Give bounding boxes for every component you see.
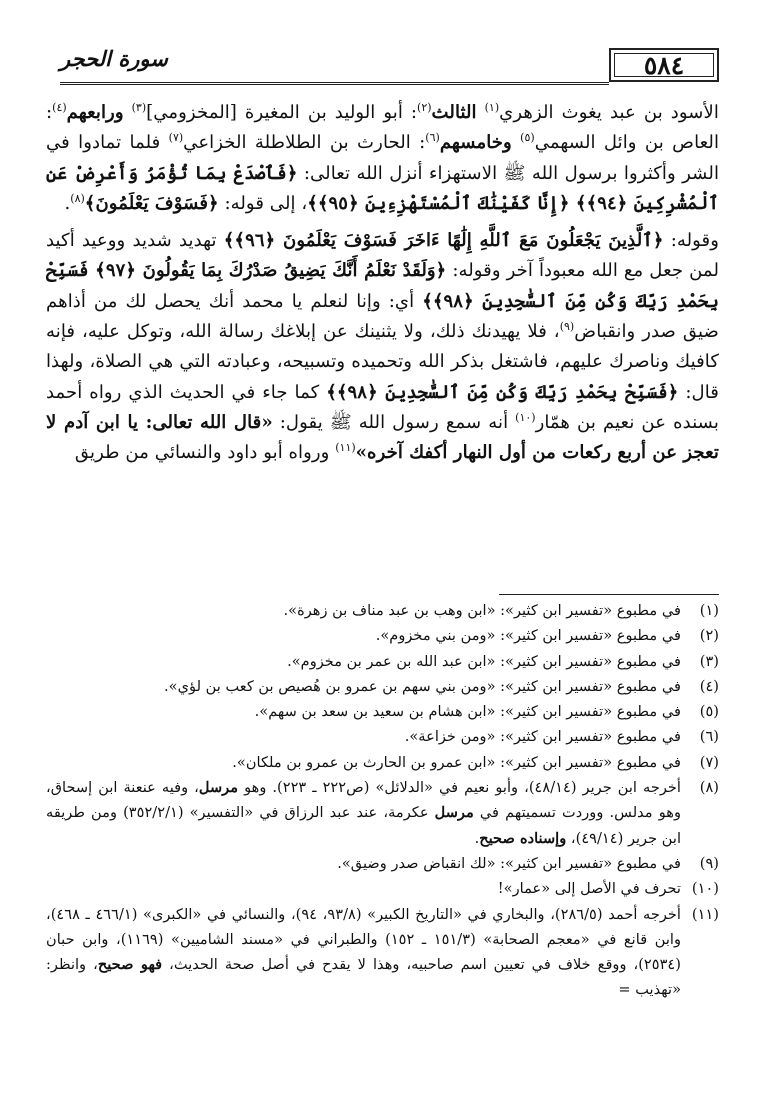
footnote-bold-text: وإسناده صحيح — [479, 829, 567, 847]
footnote-ref[interactable]: (٤) — [52, 100, 67, 114]
quran-verse: ﴿فَسَبِّحْ بِحَمْدِ رَبِّكَ وَكُن مِّنَ ٱلسَّٰجِدِينَ ﴿٩٨﴾﴾ — [326, 381, 679, 403]
footnote-ref[interactable]: (١١) — [335, 441, 356, 455]
footnote-text-span: في مطبوع «تفسير ابن كثير»: «ابن هشام بن سعيد بن سعد بن سهم». — [254, 703, 681, 721]
footnotes-list — [46, 598, 719, 1003]
footnote-text-span: ، وفيه عنعنة ابن إسحاق، وهو مدلس. ووردت تسميتهم في — [46, 779, 681, 822]
footnote-text-span: في مطبوع «تفسير ابن كثير»: «ومن بني مخزوم». — [375, 627, 681, 645]
bold-term: الثالث — [431, 102, 477, 123]
footnote-text — [46, 906, 681, 999]
footnote-separator — [499, 594, 719, 595]
footnote-bold-text: مرسل — [198, 779, 239, 797]
footnote-text-span: ، وانظر: «تهذيب = — [46, 956, 681, 999]
footnote-ref[interactable]: (٥) — [520, 131, 535, 145]
footnote-number: (٨) — [699, 779, 719, 797]
footnote-text-span: عكرمة، عند عبد الرزاق في «التفسير» (٣٥٢/٢/١) ومن طريقه ابن جرير (٤٩/١٤)، — [46, 804, 681, 847]
hadith-quote: «قال الله تعالى: يا ابن آدم لا تعجز عن أربع ركعات من أول النهار أكفك آخره» — [46, 411, 719, 464]
footnote-item — [46, 699, 719, 724]
text-span: : أبو الوليد بن المغيرة [المخزومي] — [146, 102, 418, 123]
footnote-number: (٦) — [699, 728, 719, 746]
text-span — [512, 132, 520, 153]
footnote-text — [337, 855, 681, 872]
footnote-text-span: في مطبوع «تفسير ابن كثير»: «ابن عمرو بن الحارث بن عمرو بن ملكان». — [232, 753, 681, 771]
footnote-text-span: في مطبوع «تفسير ابن كثير»: «ابن وهب بن عبد مناف بن زهرة». — [283, 602, 681, 619]
footnote-item — [46, 775, 719, 851]
footnote-text — [498, 880, 681, 897]
footnote-text-span: أخرجه أحمد (٢٨٦/٥)، والبخاري في «التاريخ الكبير» (٩٣/٨، ٩٤)، والنسائي في «الكبرى» (٤٦٦/١ ـ ٤٦٨)، وابن قانع في «معجم الصحابة» (١٥١/٣ ـ ١٥٢) والطبراني في «مسند الشاميين» (١١٦٩)، وابن حبان (٢٥٣٤)، ووقع خلاف في تعيين اسم صاحبيه، وهذا لا يقدح في أصل صحة الحديث، — [46, 905, 682, 974]
footnote-ref[interactable]: (٢) — [417, 100, 432, 114]
footnote-number: (١١) — [691, 905, 719, 923]
footnote-text-span: في مطبوع «تفسير ابن كثير»: «لك انقباض صدر وضيق». — [337, 854, 681, 872]
footnote-text — [164, 678, 681, 695]
footnote-text — [255, 703, 681, 720]
footnote-item — [46, 876, 719, 901]
page-number: ٥٨٤ — [643, 51, 685, 80]
footnote-ref[interactable]: (٦) — [425, 131, 440, 145]
footnote-item — [46, 623, 719, 648]
footnote-text — [287, 653, 681, 670]
text-span: فلما تمادوا في الشر وأكثروا برسول الله ﷺ الاستهزاء أنزل الله تعالى: — [46, 132, 719, 184]
footnote-item — [46, 902, 719, 1003]
page-number-frame — [609, 48, 719, 82]
paragraph-2 — [46, 226, 719, 468]
footnote-item — [46, 750, 719, 775]
text-span: أي: وإنا لنعلم يا محمد أنك يحصل لك من أذاهم ضيق صدر وانقباض — [46, 290, 719, 343]
footnote-text-span: في مطبوع «تفسير ابن كثير»: «ومن بني سهم بن عمرو بن هُصيص بن كعب بن لؤي». — [164, 677, 681, 695]
quran-verse: ﴿وَلَقَدْ نَعْلَمُ أَنَّكَ يَضِيقُ صَدْرُكَ بِمَا يَقُولُونَ ﴿٩٧﴾ فَسَبِّحْ بِحَمْدِ رَبِّكَ وَكُن مِّنَ ٱلسَّٰجِدِينَ ﴿٩٨﴾﴾ — [46, 260, 719, 312]
quran-verse: ﴿فَسَوْفَ يَعْلَمُونَ﴾ — [84, 192, 219, 214]
footnote-number: (١) — [699, 602, 719, 619]
footnote-bold-text: فهو صحيح — [97, 956, 163, 974]
footnote-text-span: تحرف في الأصل إلى «عمار»! — [497, 880, 681, 898]
footnote-text — [46, 779, 681, 847]
footnote-item — [46, 649, 719, 674]
main-text — [46, 98, 719, 469]
footnote-bold-text: مرسل — [434, 804, 474, 822]
footnote-ref[interactable]: (١٠) — [515, 410, 536, 424]
footnote-ref[interactable]: (٩) — [559, 320, 575, 334]
footnote-item — [46, 674, 719, 699]
footnote-ref[interactable]: (٨) — [70, 191, 85, 205]
paragraph-1 — [46, 98, 719, 219]
footnote-ref[interactable]: (٣) — [131, 100, 147, 114]
footnote-ref[interactable]: (١) — [484, 100, 500, 114]
page-header — [60, 40, 719, 88]
text-span — [124, 102, 132, 123]
footnote-item — [46, 851, 719, 876]
text-span: كما جاء في الحديث الذي رواه أحمد بسنده عن نعيم بن همّار — [46, 381, 719, 433]
quran-verse: ﴿فَٱصْدَعْ بِمَا تُؤْمَرُ وَأَعْرِضْ عَنِ ٱلْمُشْرِكِينَ ﴿٩٤﴾﴾ ﴿إِنَّا كَفَيْنَٰكَ ٱلْمُسْتَهْزِءِينَ ﴿٩٥﴾﴾ — [46, 162, 719, 214]
text-span: ، فلا يهيدنك ذلك، ولا يثنينك عن إبلاغك رسالة الله، وتوكل عليه، فإنه كافيك وناصرك عليهم، فاشتغل بذكر الله وتحميده وتسبيحه، وعبادته التي هي الصلاة، ولهذا قال: — [46, 321, 719, 403]
footnote-number: (٢) — [699, 627, 719, 645]
footnote-text — [232, 754, 681, 771]
footnote-text-span: في مطبوع «تفسير ابن كثير»: «ابن عبد الله بن عمر بن مخزوم». — [287, 652, 681, 670]
text-span: : الحارث بن الطلاطلة الخزاعي — [183, 132, 426, 154]
text-span: الأسود بن عبد يغوث الزهري — [499, 102, 719, 123]
text-span — [477, 102, 485, 123]
text-span: تهديد شديد ووعيد أكيد لمن جعل مع الله معبوداً آخر وقوله: — [46, 230, 719, 282]
quran-verse: ﴿ٱلَّذِينَ يَجْعَلُونَ مَعَ ٱللَّهِ إِلَٰهًا ءَاخَرَ فَسَوْفَ يَعْلَمُونَ ﴿٩٦﴾﴾ — [223, 230, 664, 252]
footnote-number: (٥) — [699, 703, 719, 721]
text-span: : العاص بن وائل السهمي — [46, 102, 719, 154]
footnote-text — [284, 602, 681, 619]
text-span: ، إلى قوله: — [218, 192, 308, 214]
text-span: ورواه أبو داود والنسائي من طريق — [74, 442, 336, 464]
footnote-text — [405, 728, 681, 745]
bold-term: وخامسهم — [439, 132, 512, 154]
text-span: وقوله: — [663, 230, 719, 252]
footnote-number: (٣) — [699, 652, 719, 670]
footnote-item — [46, 598, 719, 623]
footnote-number: (٧) — [699, 753, 719, 771]
header-rule — [60, 82, 609, 85]
footnote-text-span: أخرجه ابن جرير (٤٨/١٤)، وأبو نعيم في «الدلائل» (ص٢٢٢ ـ ٢٢٣). وهو — [238, 779, 681, 797]
footnote-number: (١٠) — [691, 880, 719, 898]
text-span: . — [64, 192, 71, 214]
footnote-text-span: في مطبوع «تفسير ابن كثير»: «ومن خزاعة». — [404, 728, 681, 746]
footnote-ref[interactable]: (٧) — [168, 131, 184, 145]
footnote-item — [46, 724, 719, 749]
text-span: أنه سمع رسول الله ﷺ يقول: — [272, 411, 516, 433]
footnote-number: (٤) — [699, 677, 719, 695]
footnote-text — [376, 627, 681, 644]
surah-name: سورة الحجر — [60, 46, 168, 71]
footnote-text-span: . — [474, 829, 480, 847]
footnote-number: (٩) — [699, 854, 719, 872]
bold-term: ورابعهم — [66, 102, 124, 123]
